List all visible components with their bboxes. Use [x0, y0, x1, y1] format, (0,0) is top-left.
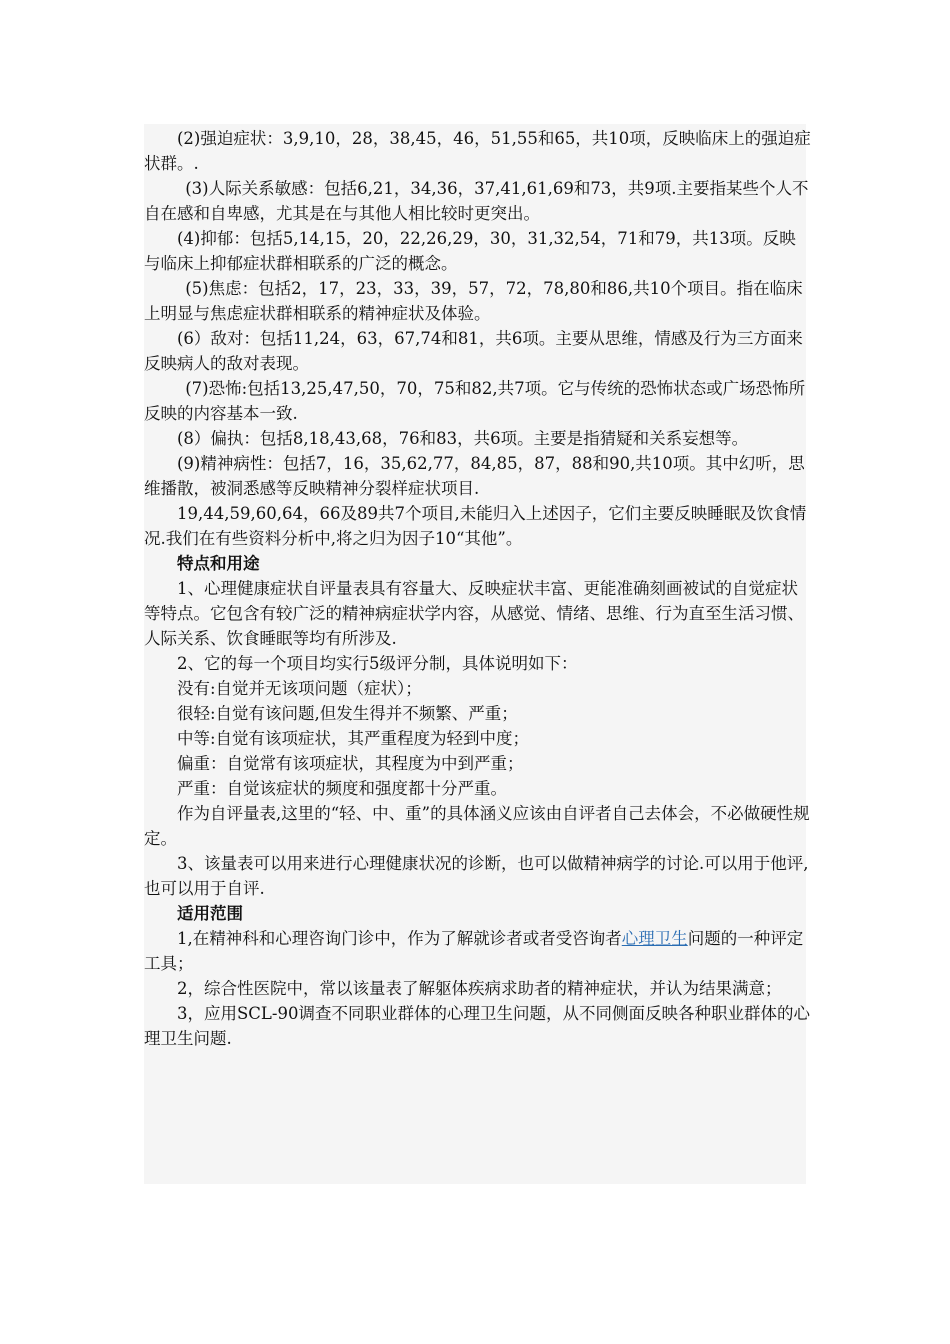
features-paragraph-2: 2、它的每一个项目均实行5级评分制，具体说明如下： — [177, 654, 578, 673]
factor-3: (3)人际关系敏感：包括6,21，34,36，37,41,61,69和73，共9项.主要指某些个人不自在感和自卑感，尤其是在与其他人相比较时更突出。 — [144, 179, 809, 223]
features-paragraph-3: 作为自评量表,这里的“轻、中、重”的具体涵义应该由自评者自己去体会，不必做硬性规定。 — [144, 804, 810, 848]
level-severe: 严重：自觉该症状的频度和强度都十分严重。 — [177, 779, 507, 798]
document-body — [144, 126, 812, 1051]
factor-2: (2)强迫症状：3,9,10，28，38,45，46，51,55和65，共10项，反映临床上的强迫症状群。. — [144, 129, 811, 173]
section-title-scope: 适用范围 — [177, 904, 243, 923]
scope-paragraph-2: 2，综合性医院中，常以该量表了解躯体疾病求助者的精神症状，并认为结果满意； — [177, 979, 782, 998]
section-title-features: 特点和用途 — [177, 554, 260, 573]
scope-p1-before: 1,在精神科和心理咨询门诊中，作为了解就诊者或者受咨询者 — [177, 929, 622, 948]
features-paragraph-1: 1、心理健康症状自评量表具有容量大、反映症状丰富、更能准确刻画被试的自觉症状等特点。它包含有较广泛的精神病症状学内容，从感觉、情绪、思维、行为直至生活习惯、人际关系、饮食睡眠等均有所涉及. — [144, 579, 804, 648]
features-paragraph-4: 3、该量表可以用来进行心理健康状况的诊断，也可以做精神病学的讨论.可以用于他评,也可以用于自评. — [144, 854, 809, 898]
mental-health-link[interactable]: 心理卫生 — [621, 929, 688, 948]
level-moderate: 中等:自觉有该项症状，其严重程度为轻到中度； — [177, 729, 530, 748]
factor-other: 19,44,59,60,64，66及89共7个项目,未能归入上述因子，它们主要反映睡眠及饮食情况.我们在有些资料分析中,将之归为因子10“其他”。 — [144, 504, 807, 548]
factor-9: (9)精神病性：包括7，16，35,62,77，84,85，87，88和90,共10项。其中幻听，思维播散，被洞悉感等反映精神分裂样症状项目. — [144, 454, 805, 498]
level-mild: 很轻:自觉有该问题,但发生得并不频繁、严重； — [177, 704, 518, 723]
factor-5: (5)焦虑：包括2，17，23，33，39，57，72，78,80和86,共10个项目。指在临床上明显与焦虑症状群相联系的精神症状及体验。 — [144, 279, 803, 323]
factor-7: (7)恐怖:包括13,25,47,50，70，75和82,共7项。它与传统的恐怖状态或广场恐怖所反映的内容基本一致. — [144, 379, 806, 423]
factor-8: (8）偏执：包括8,18,43,68，76和83，共6项。主要是指猜疑和关系妄想等。 — [177, 429, 749, 448]
scope-paragraph-1 — [144, 926, 812, 976]
factor-6: (6）敌对：包括11,24，63，67,74和81，共6项。主要从思维，情感及行为三方面来反映病人的敌对表现。 — [144, 329, 803, 373]
factor-4: (4)抑郁：包括5,14,15，20，22,26,29，30，31,32,54，71和79，共13项。反映与临床上抑郁症状群相联系的广泛的概念。 — [144, 229, 796, 273]
level-fairly-severe: 偏重：自觉常有该项症状，其程度为中到严重； — [177, 754, 524, 773]
level-none: 没有:自觉并无该项问题（症状）； — [177, 679, 422, 698]
scope-paragraph-3: 3，应用SCL-90调查不同职业群体的心理卫生问题，从不同侧面反映各种职业群体的心理卫生问题. — [144, 1004, 810, 1048]
scope-p1-after: 问题的一种评定工具； — [144, 929, 804, 973]
